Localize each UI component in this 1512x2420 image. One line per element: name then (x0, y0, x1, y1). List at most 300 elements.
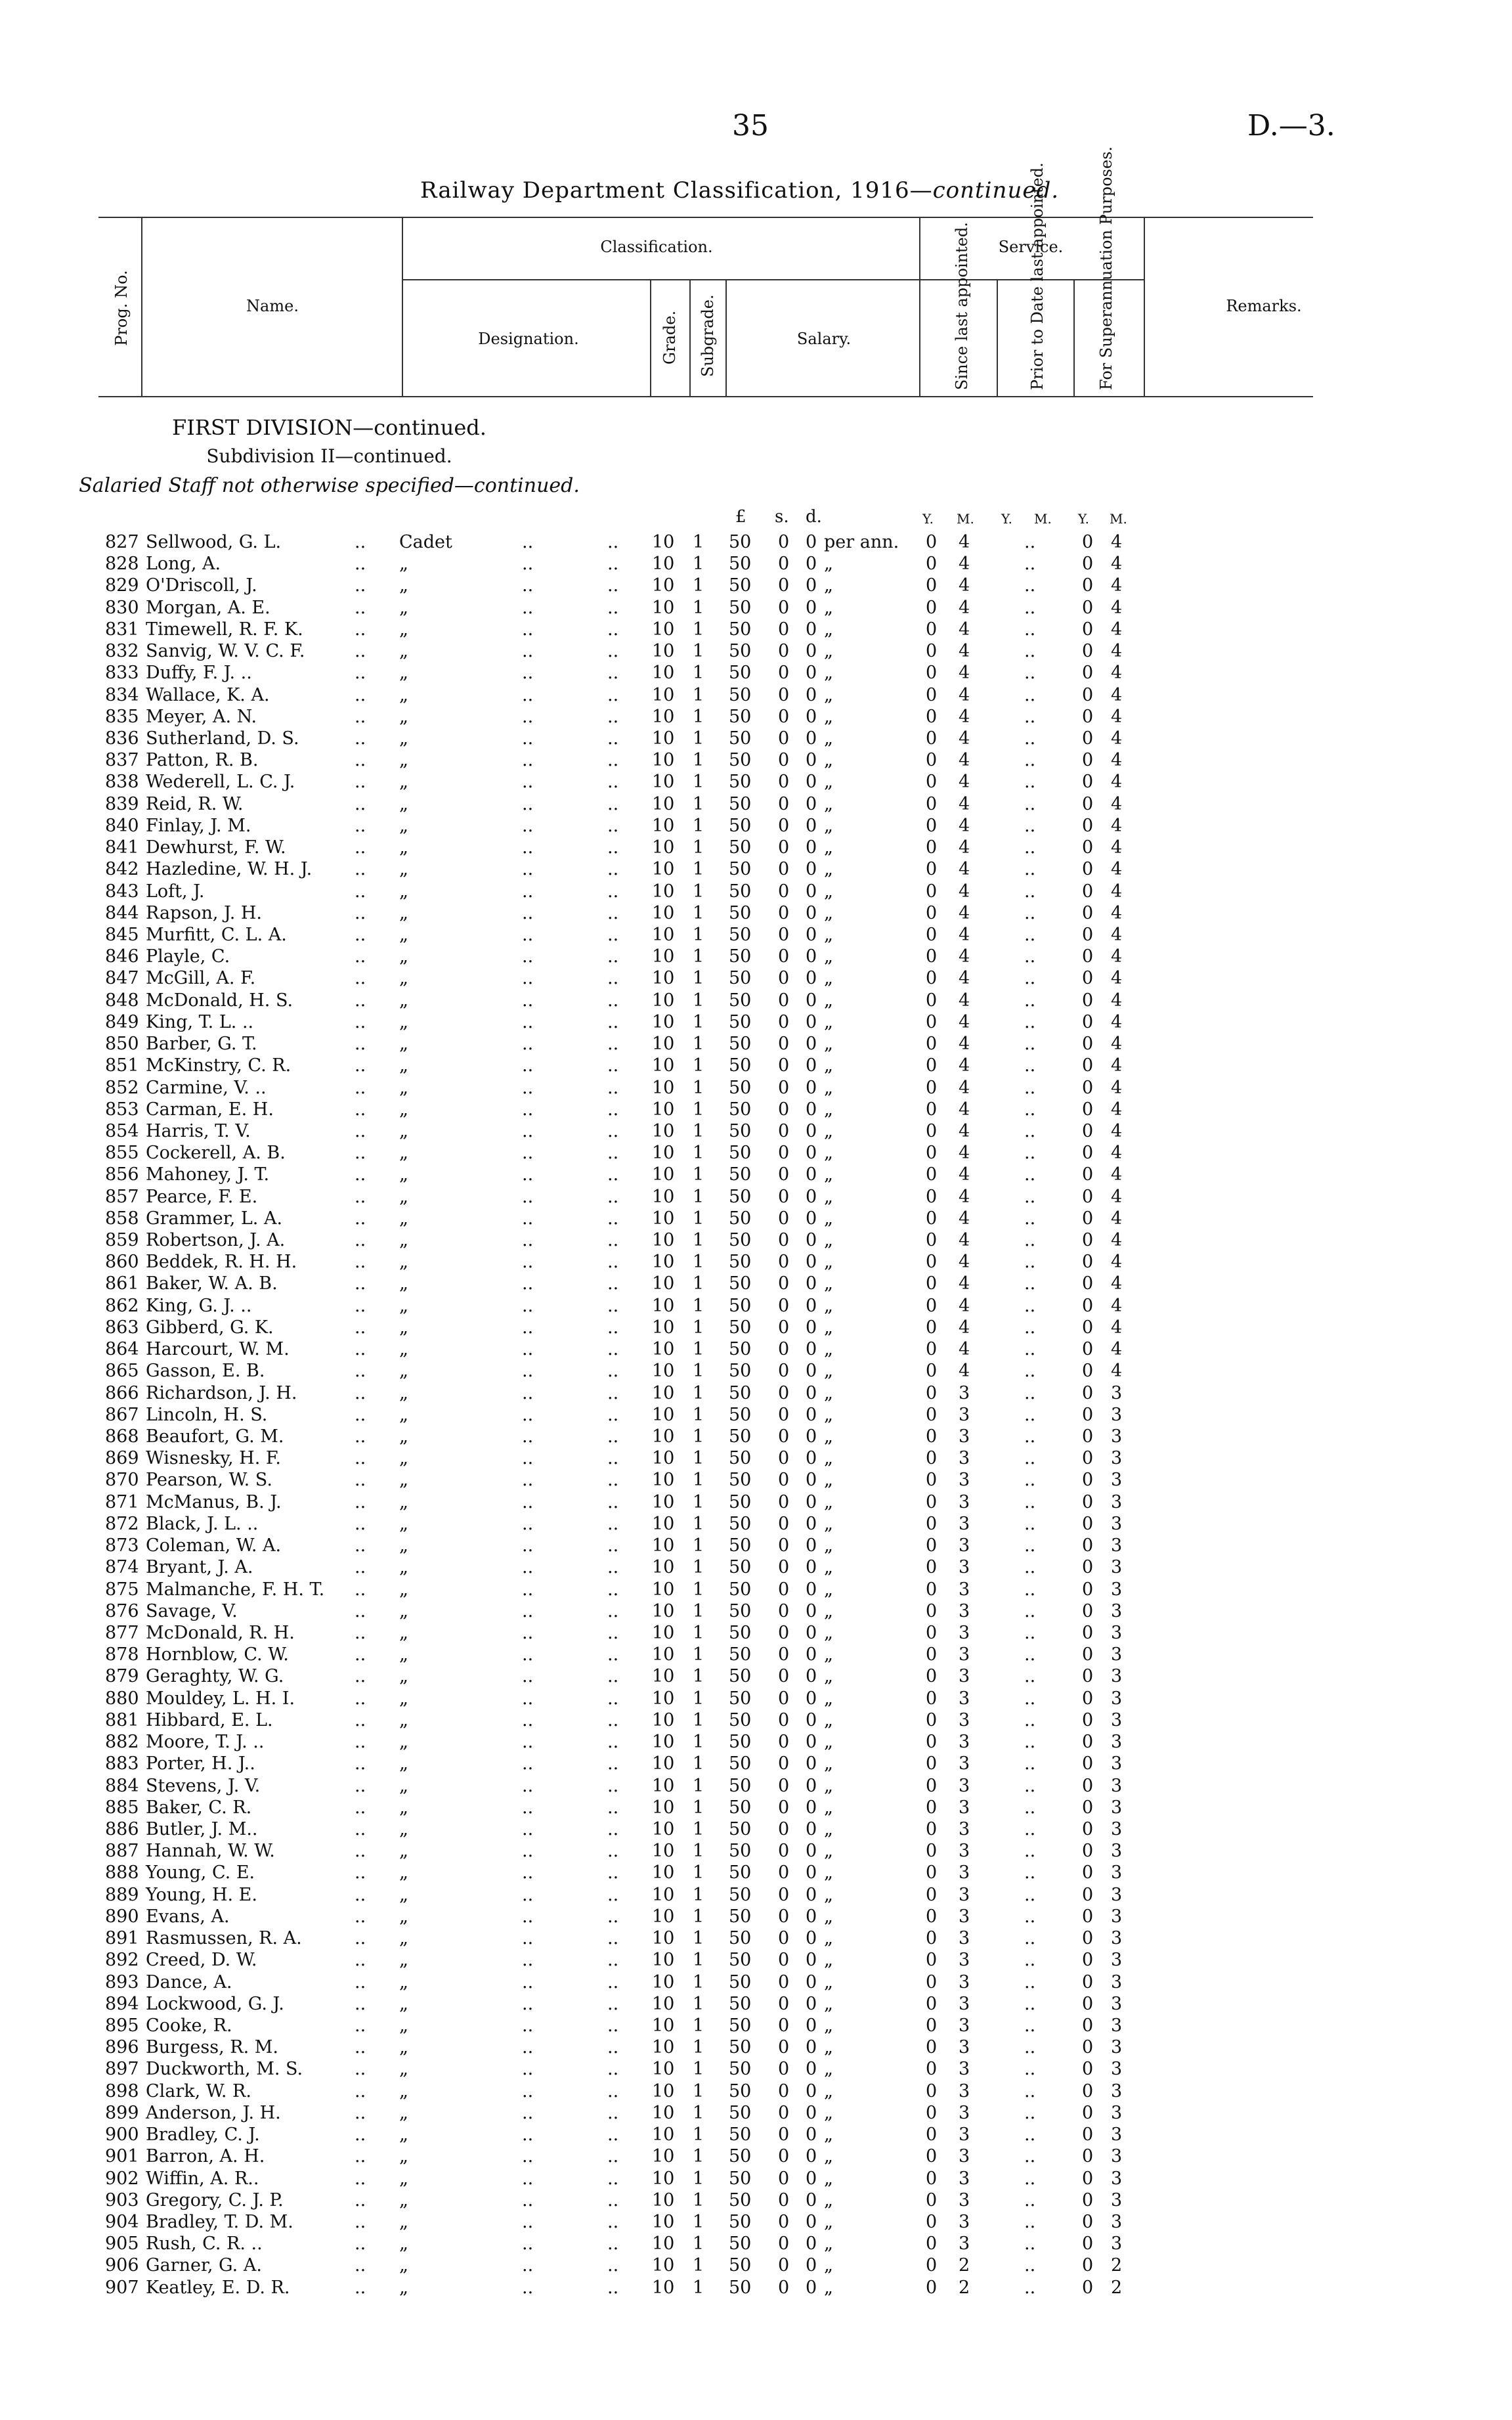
row-salary-pence: 0 (806, 1535, 817, 1556)
row-prog-no: 898 (105, 2080, 139, 2101)
row-salary-pounds: 50 (729, 1709, 752, 1730)
table-row (0, 1208, 1512, 1230)
row-since-months: 3 (959, 1971, 970, 1992)
row-grade: 10 (652, 750, 675, 771)
row-super-years: 0 (1082, 2146, 1094, 2167)
row-salary-pounds: 50 (729, 793, 752, 814)
table-row (0, 1994, 1512, 2015)
row-salary-period: „ (824, 1382, 833, 1403)
row-super-years: 0 (1082, 597, 1094, 618)
row-leader-dots: .. (355, 1295, 366, 1316)
row-prog-no: 862 (105, 1295, 139, 1316)
row-salary-pence: 0 (806, 1950, 817, 1971)
row-super-years: 0 (1082, 2124, 1094, 2145)
row-leader-dots: .. (355, 1448, 366, 1469)
row-designation: „ (399, 2015, 408, 2036)
row-super-months: 3 (1111, 1709, 1123, 1730)
row-salary-pence: 0 (806, 1775, 817, 1796)
row-subgrade: 1 (693, 554, 704, 575)
document-reference: D.—3. (1247, 109, 1335, 143)
row-salary-pence: 0 (806, 1164, 817, 1185)
row-prog-no: 849 (105, 1011, 139, 1032)
row-leader-dots: .. (607, 2211, 619, 2232)
row-salary-shillings: 0 (778, 1164, 790, 1185)
row-leader-dots: .. (522, 663, 534, 684)
row-salary-period: „ (824, 2277, 833, 2298)
row-since-months: 4 (959, 1339, 970, 1360)
row-salary-shillings: 0 (778, 1600, 790, 1621)
row-salary-pounds: 50 (729, 1906, 752, 1927)
row-grade: 10 (652, 1295, 675, 1316)
row-grade: 10 (652, 1513, 675, 1534)
row-grade: 10 (652, 924, 675, 945)
row-salary-period: „ (824, 641, 833, 662)
row-since-years: 0 (926, 532, 938, 552)
row-designation: „ (399, 1623, 408, 1643)
row-grade: 10 (652, 684, 675, 705)
row-salary-pence: 0 (806, 2080, 817, 2101)
row-subgrade: 1 (693, 1404, 704, 1425)
row-super-months: 3 (1111, 1470, 1123, 1491)
row-since-months: 4 (959, 532, 970, 552)
row-leader-dots: .. (355, 1666, 366, 1687)
row-prior-dots: .. (1024, 1841, 1036, 1862)
row-prior-dots: .. (1024, 1252, 1036, 1273)
row-subgrade: 1 (693, 597, 704, 618)
row-super-months: 3 (1111, 2146, 1123, 2167)
row-salary-shillings: 0 (778, 1709, 790, 1730)
row-salary-pence: 0 (806, 1993, 817, 2014)
row-leader-dots: .. (355, 2277, 366, 2298)
row-name: Keatley, E. D. R. (146, 2277, 290, 2298)
row-name: Hazledine, W. H. J. (146, 859, 313, 880)
row-salary-shillings: 0 (778, 1535, 790, 1556)
row-since-months: 4 (959, 663, 970, 684)
row-super-months: 3 (1111, 2168, 1123, 2189)
row-prior-dots: .. (1024, 990, 1036, 1011)
row-since-years: 0 (926, 1993, 938, 2014)
row-prior-dots: .. (1024, 1230, 1036, 1251)
row-super-years: 0 (1082, 772, 1094, 793)
table-row (0, 1034, 1512, 1055)
row-salary-pounds: 50 (729, 902, 752, 923)
row-super-months: 4 (1111, 554, 1123, 575)
row-leader-dots: .. (522, 1709, 534, 1730)
row-super-months: 4 (1111, 619, 1123, 640)
row-leader-dots: .. (355, 1034, 366, 1055)
row-salary-period: „ (824, 1753, 833, 1774)
row-super-months: 3 (1111, 1753, 1123, 1774)
row-grade: 10 (652, 881, 675, 902)
table-row (0, 2124, 1512, 2146)
row-super-months: 3 (1111, 1557, 1123, 1578)
row-designation: „ (399, 1339, 408, 1360)
row-salary-pence: 0 (806, 2168, 817, 2189)
row-salary-period: „ (824, 1120, 833, 1141)
row-designation: „ (399, 2211, 408, 2232)
row-leader-dots: .. (522, 2037, 534, 2058)
row-grade: 10 (652, 1339, 675, 1360)
row-leader-dots: .. (355, 1557, 366, 1578)
row-salary-pounds: 50 (729, 1579, 752, 1600)
row-leader-dots: .. (607, 1011, 619, 1032)
row-prior-dots: .. (1024, 2059, 1036, 2080)
row-subgrade: 1 (693, 1753, 704, 1774)
row-leader-dots: .. (607, 2255, 619, 2276)
row-since-years: 0 (926, 1055, 938, 1076)
row-leader-dots: .. (355, 2015, 366, 2036)
row-leader-dots: .. (355, 1753, 366, 1774)
row-since-months: 4 (959, 728, 970, 749)
row-name: McDonald, R. H. (146, 1623, 295, 1643)
row-grade: 10 (652, 1252, 675, 1273)
row-since-months: 4 (959, 706, 970, 727)
row-prior-dots: .. (1024, 1339, 1036, 1360)
row-super-years: 0 (1082, 1513, 1094, 1534)
row-salary-pence: 0 (806, 1295, 817, 1316)
row-leader-dots: .. (522, 2146, 534, 2167)
row-super-years: 0 (1082, 2211, 1094, 2232)
row-subgrade: 1 (693, 1535, 704, 1556)
row-salary-pence: 0 (806, 1491, 817, 1512)
row-leader-dots: .. (522, 793, 534, 814)
row-prog-no: 893 (105, 1971, 139, 1992)
row-leader-dots: .. (607, 990, 619, 1011)
row-prior-dots: .. (1024, 1513, 1036, 1534)
row-since-years: 0 (926, 1273, 938, 1294)
row-salary-pence: 0 (806, 2233, 817, 2255)
row-leader-dots: .. (522, 1688, 534, 1709)
row-since-years: 0 (926, 728, 938, 749)
row-designation: „ (399, 1600, 408, 1621)
col-rule-6 (919, 217, 920, 396)
row-name: Barron, A. H. (146, 2146, 265, 2167)
row-designation: „ (399, 1862, 408, 1883)
row-prior-dots: .. (1024, 1448, 1036, 1469)
row-salary-period: „ (824, 2102, 833, 2123)
row-since-years: 0 (926, 1623, 938, 1643)
row-designation: „ (399, 1317, 408, 1338)
row-since-months: 3 (959, 2233, 970, 2255)
row-since-years: 0 (926, 772, 938, 793)
row-subgrade: 1 (693, 575, 704, 596)
row-leader-dots: .. (355, 1252, 366, 1273)
row-super-months: 4 (1111, 1361, 1123, 1382)
row-leader-dots: .. (522, 1448, 534, 1469)
row-since-years: 0 (926, 2189, 938, 2211)
row-since-years: 0 (926, 1600, 938, 1621)
row-salary-period: „ (824, 1623, 833, 1643)
row-salary-period: „ (824, 750, 833, 771)
row-since-years: 0 (926, 1906, 938, 1927)
row-leader-dots: .. (607, 1906, 619, 1927)
row-salary-shillings: 0 (778, 597, 790, 618)
row-salary-period: „ (824, 1273, 833, 1294)
row-since-years: 0 (926, 1404, 938, 1425)
row-prior-dots: .. (1024, 1797, 1036, 1818)
row-prog-no: 844 (105, 902, 139, 923)
row-grade: 10 (652, 815, 675, 836)
row-leader-dots: .. (355, 575, 366, 596)
row-salary-shillings: 0 (778, 1382, 790, 1403)
row-since-years: 0 (926, 1535, 938, 1556)
row-salary-shillings: 0 (778, 728, 790, 749)
row-prog-no: 885 (105, 1797, 139, 1818)
row-salary-pounds: 50 (729, 1099, 752, 1120)
row-super-months: 3 (1111, 1841, 1123, 1862)
row-name: Carman, E. H. (146, 1099, 274, 1120)
row-leader-dots: .. (355, 1513, 366, 1534)
row-grade: 10 (652, 1928, 675, 1949)
row-salary-pence: 0 (806, 1252, 817, 1273)
row-subgrade: 1 (693, 2211, 704, 2232)
row-grade: 10 (652, 641, 675, 662)
row-prior-dots: .. (1024, 750, 1036, 771)
row-designation: „ (399, 1732, 408, 1753)
row-since-months: 3 (959, 1753, 970, 1774)
table-row (0, 968, 1512, 990)
row-salary-shillings: 0 (778, 1273, 790, 1294)
row-leader-dots: .. (522, 2080, 534, 2101)
row-grade: 10 (652, 1579, 675, 1600)
row-salary-pounds: 50 (729, 554, 752, 575)
row-subgrade: 1 (693, 881, 704, 902)
unit-month-3: M. (1110, 511, 1127, 527)
row-prog-no: 851 (105, 1055, 139, 1076)
unit-pound: £ (735, 507, 746, 527)
row-designation: „ (399, 1928, 408, 1949)
row-since-years: 0 (926, 575, 938, 596)
row-prog-no: 831 (105, 619, 139, 640)
row-since-years: 0 (926, 1011, 938, 1032)
row-prog-no: 867 (105, 1404, 139, 1425)
table-row (0, 1055, 1512, 1077)
table-row (0, 903, 1512, 925)
row-salary-period: „ (824, 2146, 833, 2167)
row-leader-dots: .. (607, 2189, 619, 2211)
table-row (0, 663, 1512, 684)
row-leader-dots: .. (607, 859, 619, 880)
row-since-years: 0 (926, 1579, 938, 1600)
row-super-months: 4 (1111, 1077, 1123, 1098)
row-name: Porter, H. J.. (146, 1753, 255, 1774)
row-salary-pounds: 50 (729, 946, 752, 967)
row-prior-dots: .. (1024, 1273, 1036, 1294)
row-name: Morgan, A. E. (146, 597, 270, 618)
row-salary-pounds: 50 (729, 1818, 752, 1839)
row-salary-shillings: 0 (778, 1950, 790, 1971)
row-since-years: 0 (926, 1928, 938, 1949)
row-super-years: 0 (1082, 1448, 1094, 1469)
row-super-months: 3 (1111, 1775, 1123, 1796)
row-since-years: 0 (926, 1644, 938, 1665)
row-leader-dots: .. (607, 684, 619, 705)
row-salary-period: „ (824, 1230, 833, 1251)
row-name: Baker, C. R. (146, 1797, 252, 1818)
row-salary-pounds: 50 (729, 1971, 752, 1992)
row-super-years: 0 (1082, 1557, 1094, 1578)
row-prior-dots: .. (1024, 968, 1036, 989)
row-super-years: 0 (1082, 1993, 1094, 2014)
row-salary-period: „ (824, 793, 833, 814)
row-salary-pence: 0 (806, 837, 817, 858)
row-leader-dots: .. (522, 1143, 534, 1164)
row-grade: 10 (652, 1600, 675, 1621)
row-subgrade: 1 (693, 684, 704, 705)
row-super-months: 4 (1111, 815, 1123, 836)
row-name: Mouldey, L. H. I. (146, 1688, 295, 1709)
row-salary-pounds: 50 (729, 815, 752, 836)
row-salary-pence: 0 (806, 1382, 817, 1403)
row-name: McDonald, H. S. (146, 990, 293, 1011)
row-leader-dots: .. (607, 1818, 619, 1839)
row-salary-pounds: 50 (729, 1034, 752, 1055)
row-name: King, G. J. .. (146, 1295, 252, 1316)
row-super-years: 0 (1082, 2277, 1094, 2298)
row-name: Meyer, A. N. (146, 706, 257, 727)
row-since-years: 0 (926, 2102, 938, 2123)
row-salary-period: „ (824, 619, 833, 640)
row-leader-dots: .. (522, 772, 534, 793)
row-salary-pence: 0 (806, 2211, 817, 2232)
row-super-months: 4 (1111, 1230, 1123, 1251)
row-grade: 10 (652, 1470, 675, 1491)
row-name: Gregory, C. J. P. (146, 2189, 284, 2211)
row-since-years: 0 (926, 2211, 938, 2232)
row-since-years: 0 (926, 2146, 938, 2167)
row-super-months: 4 (1111, 990, 1123, 1011)
row-leader-dots: .. (607, 728, 619, 749)
row-super-months: 4 (1111, 793, 1123, 814)
row-salary-period: „ (824, 1862, 833, 1883)
row-subgrade: 1 (693, 1448, 704, 1469)
row-prior-dots: .. (1024, 597, 1036, 618)
row-leader-dots: .. (355, 1535, 366, 1556)
table-row (0, 881, 1512, 903)
row-subgrade: 1 (693, 663, 704, 684)
row-salary-shillings: 0 (778, 1557, 790, 1578)
row-super-years: 0 (1082, 2102, 1094, 2123)
row-prog-no: 859 (105, 1230, 139, 1251)
row-leader-dots: .. (522, 1950, 534, 1971)
row-since-years: 0 (926, 1317, 938, 1338)
unit-pence: d. (806, 507, 822, 527)
row-salary-shillings: 0 (778, 859, 790, 880)
row-prior-dots: .. (1024, 663, 1036, 684)
table-row (0, 2081, 1512, 2103)
row-salary-pence: 0 (806, 2277, 817, 2298)
row-super-years: 0 (1082, 641, 1094, 662)
row-salary-shillings: 0 (778, 1448, 790, 1469)
row-name: Cooke, R. (146, 2015, 232, 2036)
row-grade: 10 (652, 1557, 675, 1578)
row-prog-no: 872 (105, 1513, 139, 1534)
col-rule-8 (1073, 279, 1075, 396)
row-super-years: 0 (1082, 575, 1094, 596)
row-grade: 10 (652, 2102, 675, 2123)
row-leader-dots: .. (355, 1099, 366, 1120)
row-super-years: 0 (1082, 902, 1094, 923)
row-leader-dots: .. (607, 1055, 619, 1076)
row-designation: „ (399, 1011, 408, 1032)
row-designation: „ (399, 1950, 408, 1971)
row-grade: 10 (652, 1709, 675, 1730)
row-leader-dots: .. (522, 2233, 534, 2255)
row-since-months: 3 (959, 1491, 970, 1512)
row-leader-dots: .. (355, 1143, 366, 1164)
row-since-years: 0 (926, 1753, 938, 1774)
row-leader-dots: .. (522, 1753, 534, 1774)
row-designation: „ (399, 902, 408, 923)
row-since-months: 3 (959, 2059, 970, 2080)
row-salary-period: „ (824, 924, 833, 945)
row-salary-pounds: 50 (729, 1143, 752, 1164)
row-super-years: 0 (1082, 1208, 1094, 1229)
row-prior-dots: .. (1024, 1426, 1036, 1447)
row-grade: 10 (652, 1099, 675, 1120)
row-super-months: 4 (1111, 750, 1123, 771)
row-subgrade: 1 (693, 1906, 704, 1927)
col-rule-7 (997, 279, 998, 396)
row-leader-dots: .. (522, 1295, 534, 1316)
row-grade: 10 (652, 1143, 675, 1164)
row-leader-dots: .. (522, 1252, 534, 1273)
row-salary-period: „ (824, 1055, 833, 1076)
row-leader-dots: .. (355, 1470, 366, 1491)
row-since-months: 3 (959, 1862, 970, 1883)
row-leader-dots: .. (355, 1993, 366, 2014)
row-super-months: 4 (1111, 881, 1123, 902)
row-leader-dots: .. (607, 2102, 619, 2123)
row-since-years: 0 (926, 1426, 938, 1447)
row-salary-pence: 0 (806, 619, 817, 640)
table-row (0, 1383, 1512, 1405)
row-leader-dots: .. (522, 946, 534, 967)
row-super-months: 2 (1111, 2255, 1123, 2276)
row-leader-dots: .. (522, 597, 534, 618)
row-name: Geraghty, W. G. (146, 1666, 284, 1687)
row-leader-dots: .. (607, 1928, 619, 1949)
row-since-months: 4 (959, 946, 970, 967)
table-row (0, 1623, 1512, 1644)
row-super-years: 0 (1082, 837, 1094, 858)
row-since-months: 3 (959, 2124, 970, 2145)
row-super-months: 4 (1111, 1186, 1123, 1207)
table-row (0, 2059, 1512, 2080)
row-subgrade: 1 (693, 793, 704, 814)
row-prior-dots: .. (1024, 1623, 1036, 1643)
row-salary-pence: 0 (806, 1426, 817, 1447)
row-salary-pounds: 50 (729, 575, 752, 596)
row-salary-pence: 0 (806, 2037, 817, 2058)
row-leader-dots: .. (355, 1208, 366, 1229)
row-super-months: 3 (1111, 1426, 1123, 1447)
row-name: Harris, T. V. (146, 1120, 251, 1141)
row-grade: 10 (652, 619, 675, 640)
row-leader-dots: .. (522, 1732, 534, 1753)
row-leader-dots: .. (522, 1513, 534, 1534)
row-prior-dots: .. (1024, 2124, 1036, 2145)
table-row (0, 685, 1512, 707)
row-since-months: 4 (959, 1143, 970, 1164)
row-since-months: 4 (959, 902, 970, 923)
row-prior-dots: .. (1024, 1208, 1036, 1229)
row-leader-dots: .. (607, 1950, 619, 1971)
row-grade: 10 (652, 1950, 675, 1971)
row-since-years: 0 (926, 1120, 938, 1141)
table-row (0, 2212, 1512, 2233)
table-row (0, 1535, 1512, 1557)
